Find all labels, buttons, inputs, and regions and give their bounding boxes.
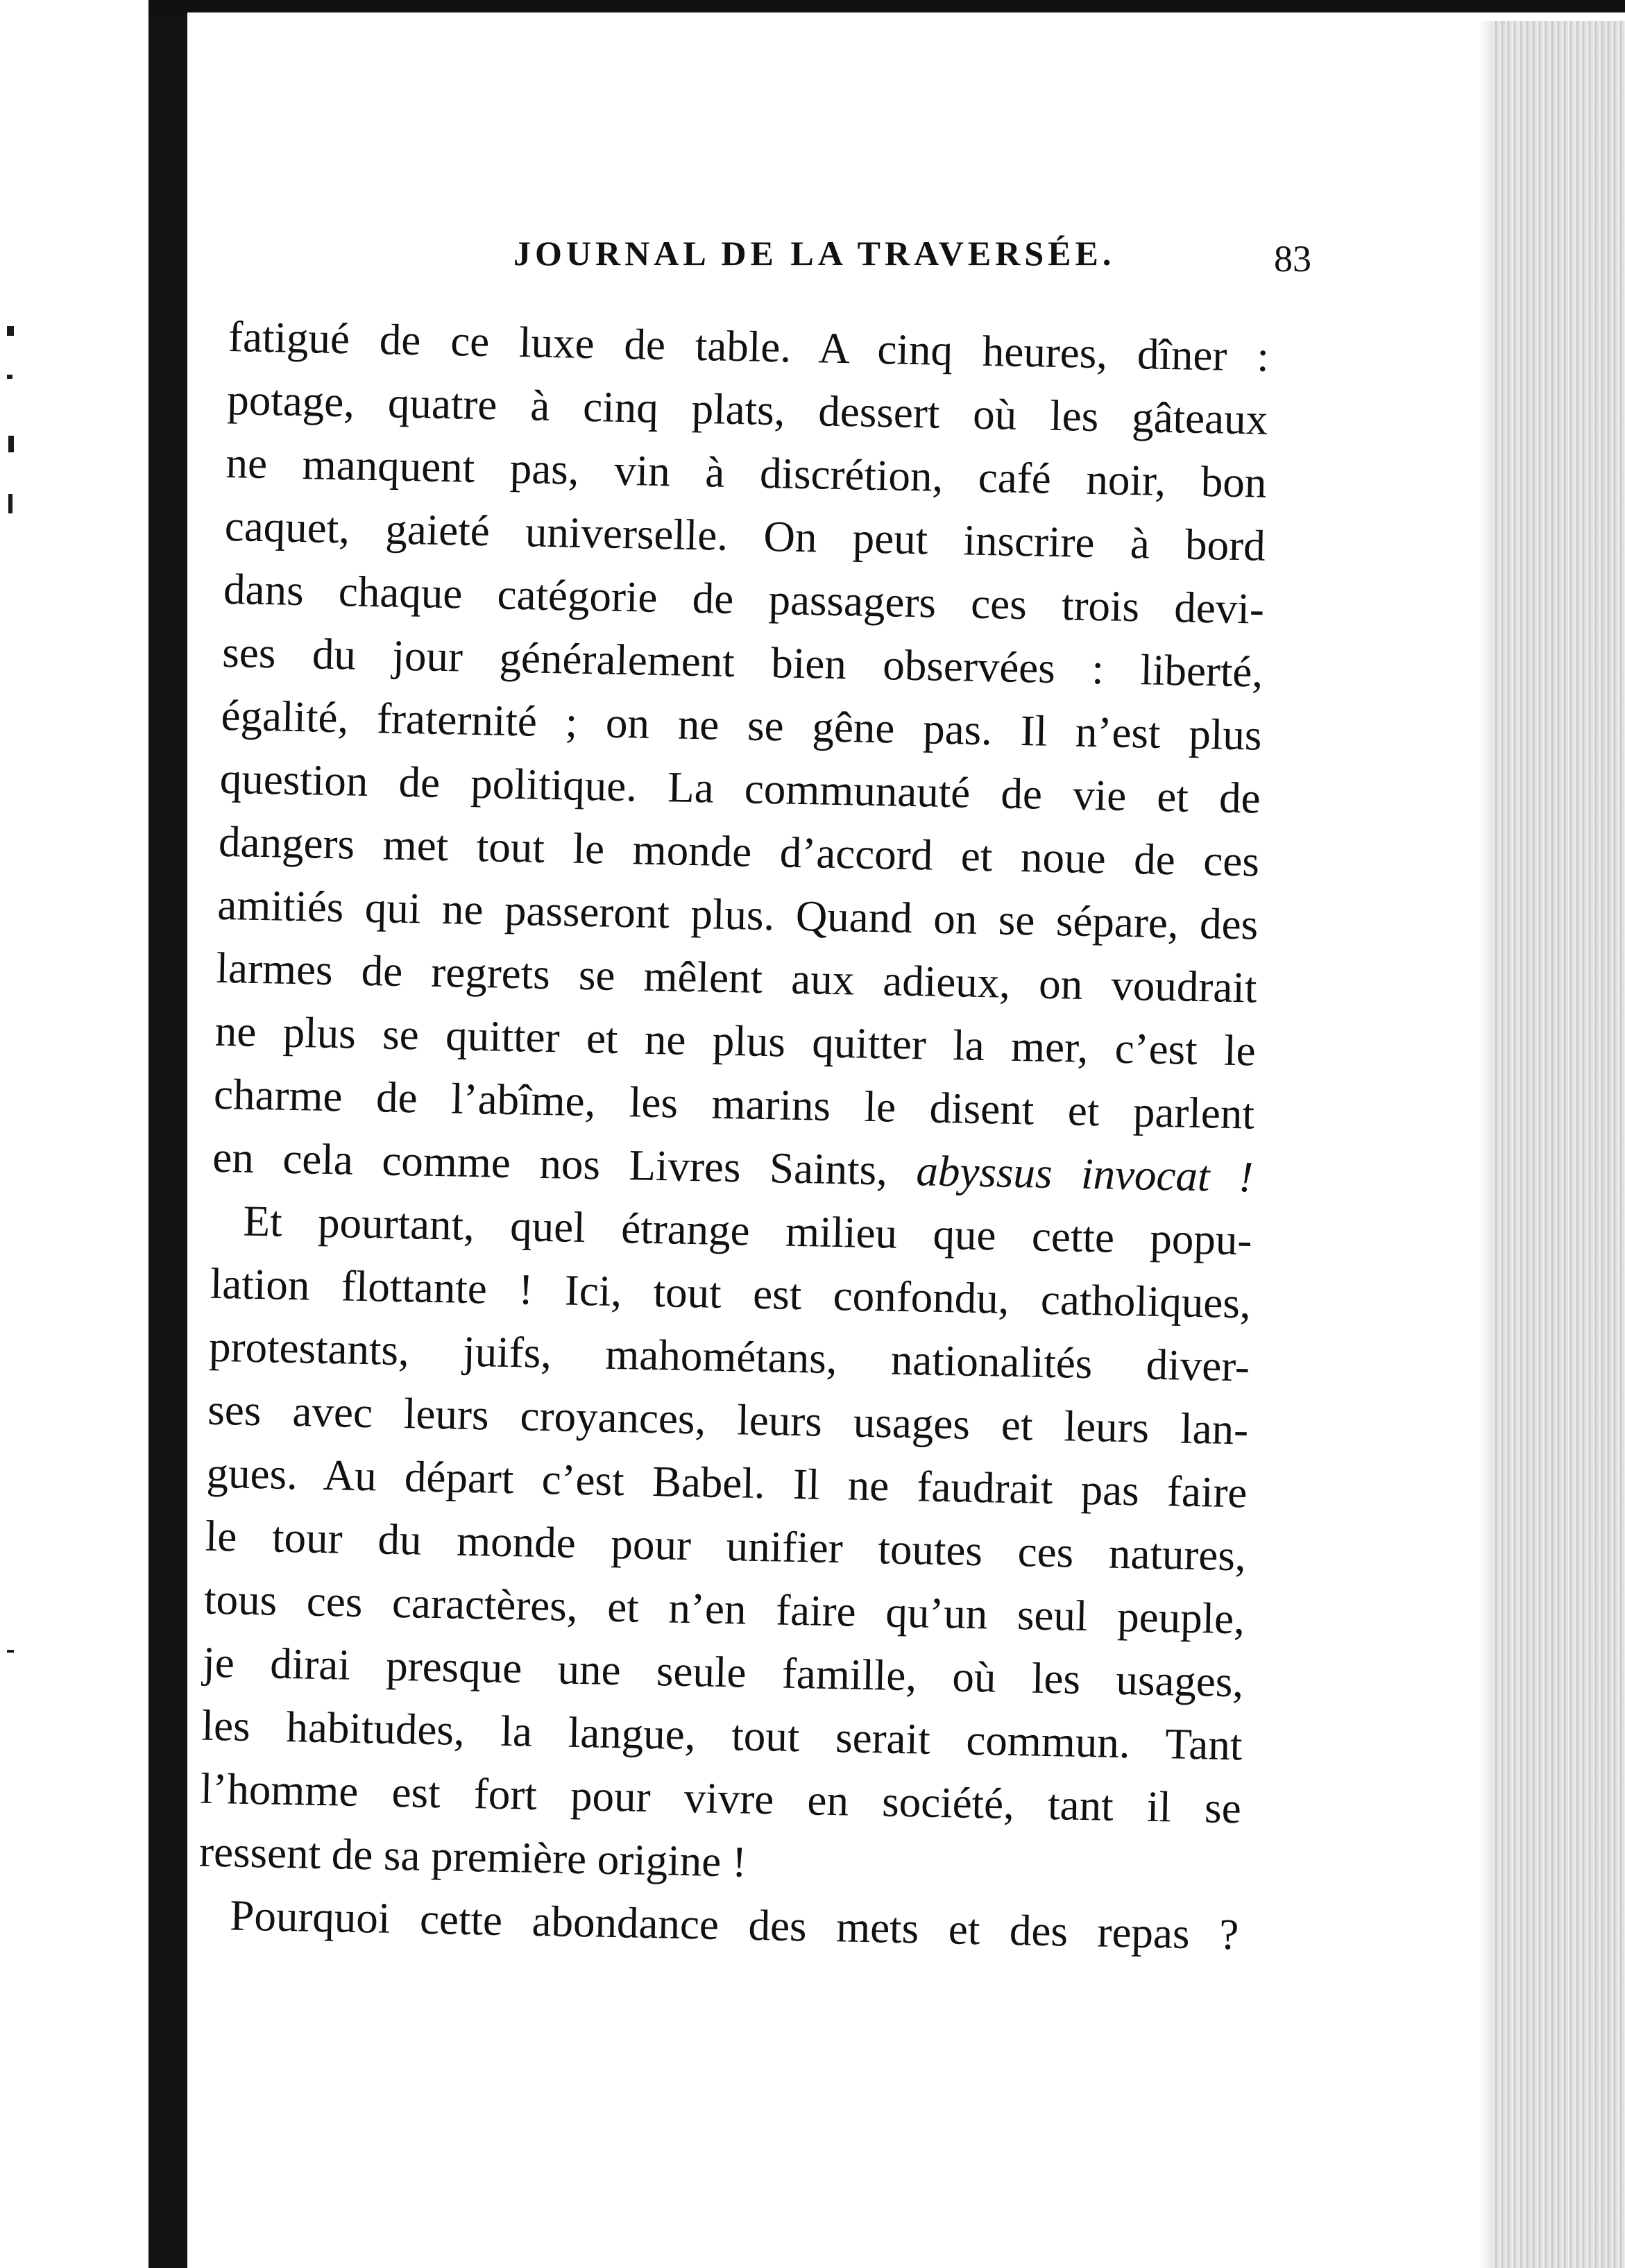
text-line: gues. Au départ c’est Babel. Il ne faudrait pas faire [206,1448,1248,1517]
text-line: ne plus se quitter et ne plus quitter la mer, c’est le [214,1006,1257,1075]
book-spine [148,0,187,2268]
facing-page-mark [8,494,12,513]
text-line: ses avec leurs croyances, leurs usages et leurs lan- [207,1385,1249,1454]
text-line: l’homme est fort pour vivre en société, tant il se [200,1764,1242,1833]
text-line: caquet, gaieté universelle. On peut inscrire à bord [224,501,1266,570]
text-line: égalité, fraternité ; on ne se gêne pas. Il n’est plus [220,690,1263,760]
facing-page-mark [7,326,14,336]
running-head-title: JOURNAL DE LA TRAVERSÉE. [513,234,1116,273]
top-shadow-band [148,0,1625,12]
text-line: potage, quatre à cinq plats, dessert où les gâteaux [226,375,1268,444]
text-line: lation flottante ! Ici, tout est confondu, catholiques, [210,1259,1252,1328]
text-line: amitiés qui ne passeront plus. Quand on se sépare, des [216,880,1259,949]
paragraph-first-line: Pourquoi cette abondance des mets et des repas ? [229,1891,1239,1959]
paragraph-first-line: Et pourtant, quel étrange milieu que cette popu- [242,1196,1253,1265]
facing-page-edge [0,0,148,2268]
text-line: question de politique. La communauté de vie et de [219,753,1261,823]
text-line: ne manquent pas, vin à discrétion, café noir, bon [225,438,1268,507]
text-line: fatigué de ce luxe de table. A cinq heures, dîner : [228,312,1270,381]
body-text [198,305,1270,1966]
text-span: en cela comme nos Livres Saints, [212,1132,917,1195]
text-line: je dirai presque une seule famille, où les usages, [202,1637,1244,1707]
page-edges-stack [1492,21,1625,2268]
text-line: ressent de sa première origine ! [198,1827,747,1886]
page-number: 83 [1274,238,1311,280]
text-line: dans chaque catégorie de passagers ces trois devi- [223,564,1265,633]
text-line: charme de l’abîme, les marins le disent et parlent [213,1069,1255,1139]
facing-page-mark [7,375,12,379]
text-line: les habitudes, la langue, tout serait commun. Tant [201,1700,1243,1770]
text-line: ses du jour généralement bien observées : liberté, [221,627,1264,697]
text-line: larmes de regrets se mêlent aux adieux, on voudrait [215,943,1258,1012]
text-line: tous ces caractères, et n’en faire qu’un seul peuple, [203,1574,1245,1644]
text-line: protestants, juifs, mahométans, nationalités diver- [208,1322,1250,1391]
facing-page-mark [8,436,14,452]
text-line: le tour du monde pour unifier toutes ces natures, [205,1511,1247,1580]
running-head [312,229,1311,284]
text-line: dangers met tout le monde d’accord et noue de ces [218,817,1260,886]
latin-quote: abyssus invocat ! [915,1146,1254,1202]
facing-page-mark [7,1650,14,1653]
